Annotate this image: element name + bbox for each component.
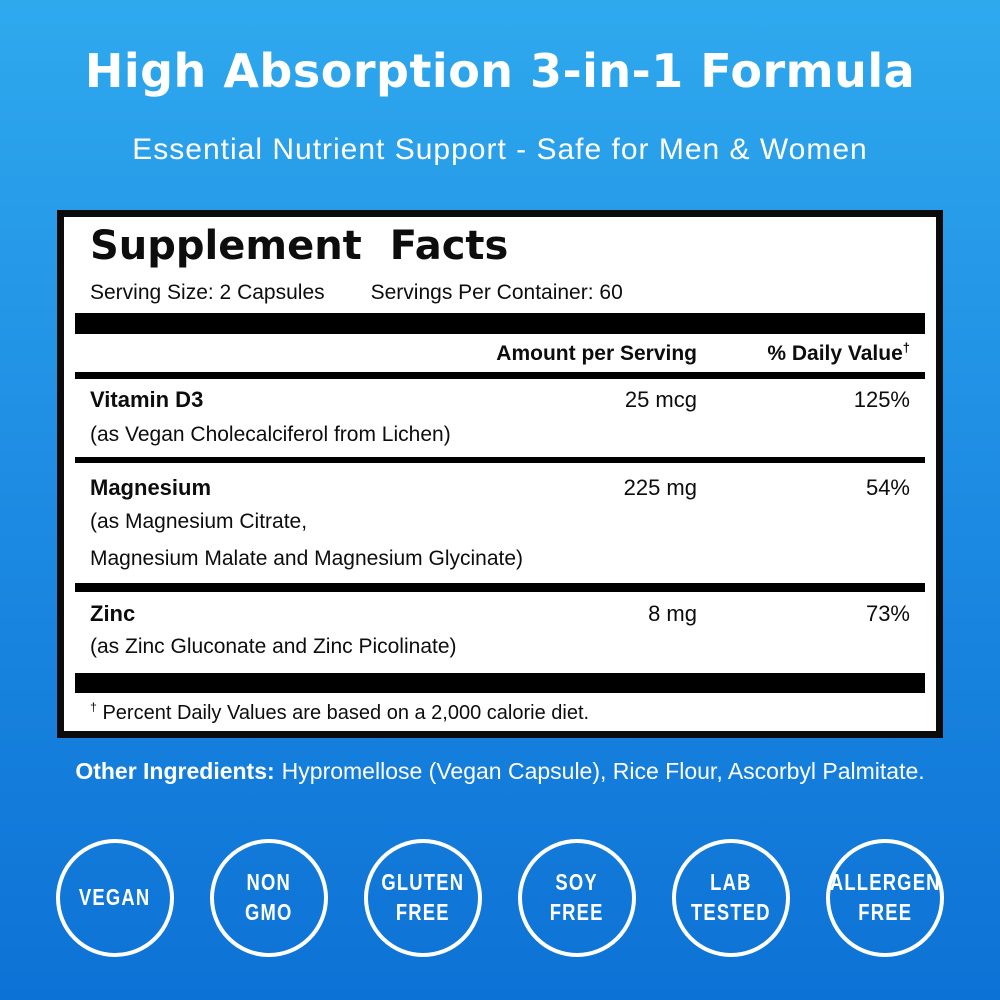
supplement-facts-panel <box>57 210 943 738</box>
badge-line: FREE <box>396 899 450 925</box>
badge-label <box>382 868 465 928</box>
page-title: High Absorption 3-in-1 Formula <box>84 44 916 98</box>
row-divider <box>75 583 925 592</box>
serving-size: Serving Size: 2 Capsules <box>90 281 325 304</box>
nutrient-daily-value: 73% <box>865 601 910 626</box>
nutrient-name: Vitamin D3 <box>90 387 204 412</box>
badge-line: ALLERGEN <box>829 869 941 896</box>
badge-non-gmo <box>210 839 328 957</box>
nutrient-source-note: (as Vegan Cholecalciferol from Lichen) <box>90 423 451 446</box>
badge-line: NON <box>246 869 292 896</box>
badge-label <box>691 868 771 928</box>
page-subtitle: Essential Nutrient Support - Safe for Men & Women <box>132 133 868 166</box>
supplement-facts-title: Supplement Facts <box>90 223 509 269</box>
divider-header <box>75 372 925 379</box>
table-row <box>90 385 910 415</box>
badge-gluten-free <box>364 839 482 957</box>
daily-value-dagger: † <box>902 340 910 355</box>
badge-label <box>550 868 604 928</box>
divider-thick-bottom <box>75 673 925 693</box>
column-header-daily-value <box>697 342 910 366</box>
badge-allergen-free <box>826 839 944 957</box>
badge-line: FREE <box>858 899 912 925</box>
badge-soy-free <box>518 839 636 957</box>
feature-badges-row <box>0 839 1000 957</box>
nutrient-name: Zinc <box>90 601 136 626</box>
daily-value-footnote <box>90 702 589 725</box>
badge-label <box>79 883 150 913</box>
nutrient-daily-value: 125% <box>853 387 910 412</box>
servings-per-container: Servings Per Container: 60 <box>370 281 623 304</box>
footnote-dagger: † <box>90 700 97 715</box>
nutrient-source-note: (as Magnesium Citrate, <box>90 510 308 533</box>
badge-line: SOY <box>555 869 599 896</box>
other-ingredients <box>0 758 1000 785</box>
nutrient-name: Magnesium <box>90 475 212 500</box>
badge-line: LAB <box>710 869 752 896</box>
badge-line: GMO <box>245 899 293 925</box>
nutrient-source-note: (as Zinc Gluconate and Zinc Picolinate) <box>90 635 457 658</box>
badge-line: VEGAN <box>79 884 151 911</box>
nutrient-amount: 25 mcg <box>624 387 697 412</box>
footnote-text: Percent Daily Values are based on a 2,000 calorie diet. <box>102 702 590 724</box>
other-ingredients-text: Hypromellose (Vegan Capsule), Rice Flour, Ascorbyl Palmitate. <box>281 758 925 784</box>
serving-info <box>90 281 623 305</box>
column-header-amount: Amount per Serving <box>496 342 697 365</box>
row-divider <box>75 457 925 463</box>
badge-vegan <box>56 839 174 957</box>
nutrient-amount: 225 mg <box>623 475 697 500</box>
table-row <box>90 473 910 503</box>
divider-thick-top <box>75 313 925 334</box>
other-ingredients-label: Other Ingredients: <box>75 758 275 784</box>
nutrient-source-note: Magnesium Malate and Magnesium Glycinate) <box>90 547 524 570</box>
table-row <box>90 599 910 629</box>
column-header-daily-value-text: % Daily Value <box>767 342 903 365</box>
badge-line: FREE <box>550 899 604 925</box>
table-header-row <box>90 339 910 369</box>
badge-lab-tested <box>672 839 790 957</box>
badge-line: GLUTEN <box>381 869 465 896</box>
badge-line: TESTED <box>691 899 771 925</box>
nutrient-daily-value: 54% <box>865 475 910 500</box>
badge-label <box>245 868 293 928</box>
badge-label <box>830 868 941 928</box>
nutrient-amount: 8 mg <box>648 601 697 626</box>
